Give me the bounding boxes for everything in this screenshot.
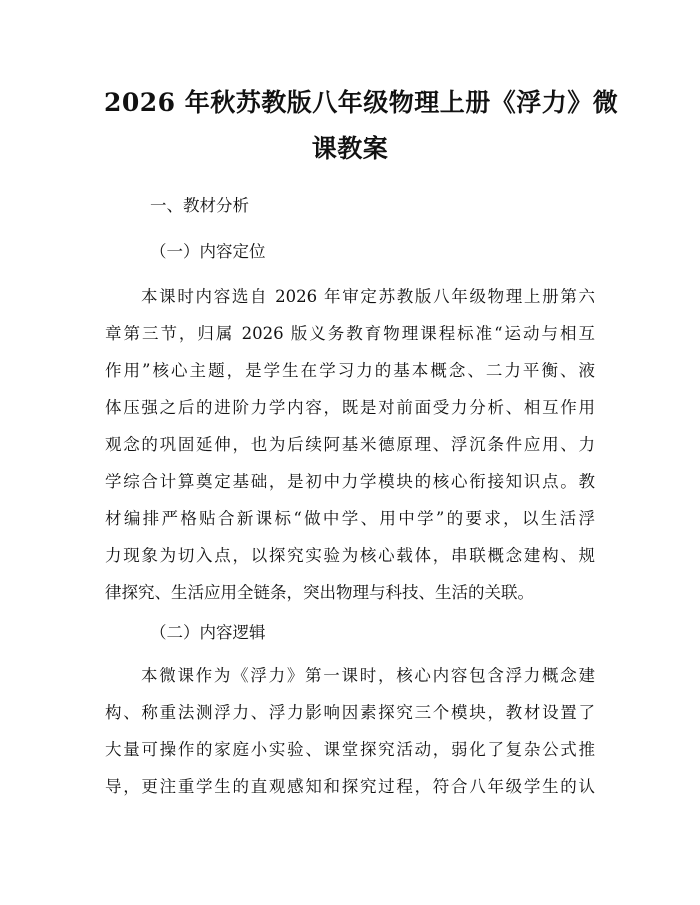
document-title-line-2: 课教案 <box>311 134 389 163</box>
paragraph-line: 构、称重法测浮力、浮力影响因素探究三个模块，教材设置了 <box>105 703 595 722</box>
paragraph-line: 大量可操作的家庭小实验、课堂探究活动，弱化了复杂公式推 <box>105 740 595 759</box>
section-heading-textbook-analysis: 一、教材分析 <box>150 196 249 215</box>
paragraph-line: 作用”核心主题，是学生在学习力的基本概念、二力平衡、液 <box>105 361 595 380</box>
paragraph-line: 律探究、生活应用全链条，突出物理与科技、生活的关联。 <box>105 583 534 602</box>
subsection-heading-content-logic: （二）内容逻辑 <box>150 623 266 642</box>
paragraph-line: 观念的巩固延伸，也为后续阿基米德原理、浮沉条件应用、力 <box>105 435 595 454</box>
paragraph-line: 体压强之后的进阶力学内容，既是对前面受力分析、相互作用 <box>105 398 595 417</box>
paragraph-line: 本微课作为《浮力》第一课时，核心内容包含浮力概念建 <box>141 666 595 685</box>
document-title-line-1: 2026 年秋苏教版八年级物理上册《浮力》微 <box>104 88 619 117</box>
subsection-heading-content-positioning: （一）内容定位 <box>150 242 266 261</box>
paragraph-line: 材编排严格贴合新课标“做中学、用中学”的要求，以生活浮 <box>105 509 595 528</box>
paragraph-line: 力现象为切入点，以探究实验为核心载体，串联概念建构、规 <box>105 546 595 565</box>
paragraph-line: 章第三节，归属 2026 版义务教育物理课程标准“运动与相互 <box>105 324 595 343</box>
paragraph-line: 本课时内容选自 2026 年审定苏教版八年级物理上册第六 <box>141 287 595 306</box>
paragraph-line: 学综合计算奠定基础，是初中力学模块的核心衔接知识点。教 <box>105 472 595 491</box>
paragraph-line: 导，更注重学生的直观感知和探究过程，符合八年级学生的认 <box>105 777 595 796</box>
